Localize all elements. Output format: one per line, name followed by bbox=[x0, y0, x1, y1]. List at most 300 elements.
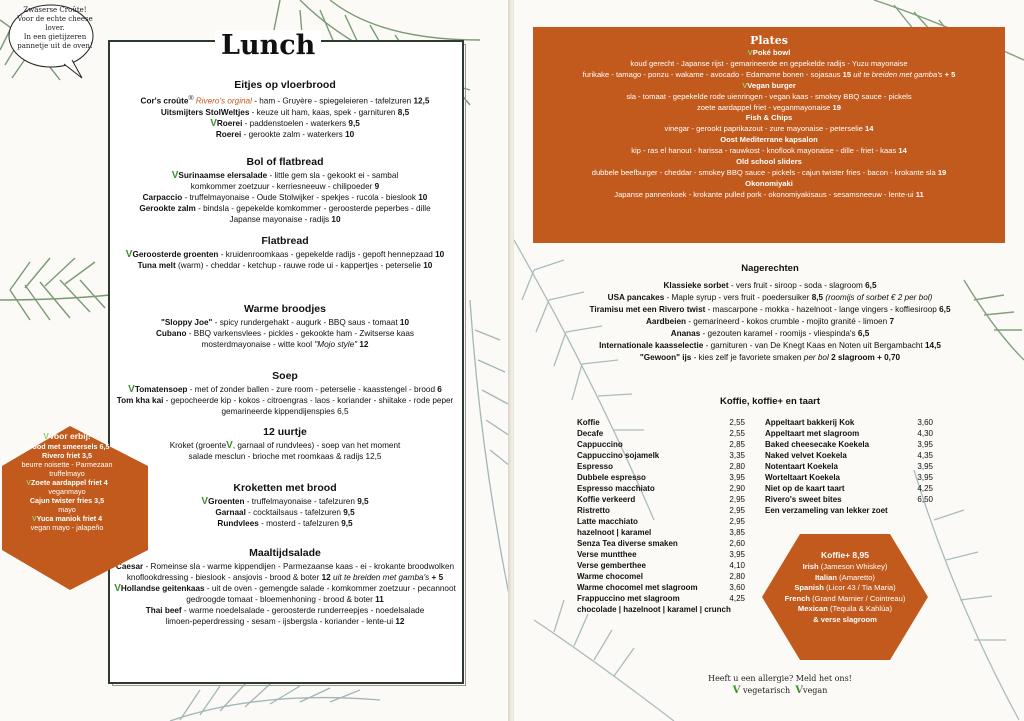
coffee-row bbox=[577, 483, 745, 494]
plate-name bbox=[533, 48, 1005, 59]
cake-price: 3,95 bbox=[917, 462, 933, 471]
dish-description: - paddenstoelen - waterkers bbox=[242, 118, 347, 128]
dish-price-extra: + 5 bbox=[431, 573, 444, 582]
dish-description: gemarineerde kippendijenspies bbox=[221, 407, 335, 416]
cake-name: Worteltaart Koekela bbox=[765, 473, 840, 482]
menu-line bbox=[110, 572, 460, 583]
cake-name: Appeltaart met slagroom bbox=[765, 429, 860, 438]
coffee-row bbox=[577, 472, 745, 483]
vegetarian-icon: V bbox=[732, 685, 741, 696]
section-kroketten bbox=[110, 481, 460, 529]
menu-line bbox=[110, 328, 460, 339]
dish-note: (roomijs of sorbet € 2 per bol) bbox=[825, 293, 933, 302]
plate-name-text: Oost Mediterrane kapsalon bbox=[720, 135, 818, 145]
dish-name: Rundvlees bbox=[217, 519, 259, 528]
dish-description: - gezouten karamel - roomijs - vliespinda's bbox=[700, 329, 856, 338]
dish-description: salade mesclun - brioche met roomkaas & radijs bbox=[188, 452, 364, 461]
coffee-price: 2,55 bbox=[729, 429, 745, 438]
coffee-price: 2,80 bbox=[729, 572, 745, 581]
dish-price: 10 bbox=[399, 318, 410, 327]
plate-description bbox=[533, 70, 1005, 81]
dish-name: "Sloppy Joe" bbox=[160, 318, 213, 327]
dish-price: 10 bbox=[418, 193, 428, 202]
dish-description: - uit de oven - gemengde salade - komkommer zoetzuur - pecannoot bbox=[204, 584, 456, 593]
dish-description: - BBQ varkensvlees - pickles - gekookte ham - Zwitserse kaas bbox=[186, 329, 414, 338]
drink-name: Spanish bbox=[794, 583, 824, 593]
side-price: 4 bbox=[103, 478, 108, 487]
dish-price: 6,5 bbox=[865, 281, 877, 290]
dish-name: Klassieke sorbet bbox=[663, 281, 729, 290]
section-heading: Nagerechten bbox=[741, 263, 799, 274]
menu-line bbox=[110, 339, 460, 350]
koffie-plus-line bbox=[775, 583, 915, 594]
dish-description: limoen-peperdressing - sesam - ijsbergsla - koriander - lente-ui bbox=[165, 617, 394, 626]
dish-description: - mosterd - tafelzuren bbox=[258, 519, 339, 528]
allergy-text: Heeft u een allergie? Meld het ons! bbox=[708, 674, 852, 683]
plate-description: sla - tomaat - gepekelde rode uienringen - vegan kaas - smokey BBQ sauce - pickels bbox=[626, 91, 912, 101]
erbij-line bbox=[14, 514, 120, 523]
menu-line bbox=[110, 507, 460, 518]
coffee-name: Dubbele espresso bbox=[577, 473, 646, 482]
dish-price: 9,5 bbox=[357, 497, 369, 506]
plate-description bbox=[533, 124, 1005, 135]
section-heading: Flatbread bbox=[261, 235, 309, 247]
dish-description: - warme noedelsalade - geroosterde runderreepjes - noedelsalade bbox=[181, 606, 425, 615]
menu-line bbox=[110, 118, 460, 129]
menu-line bbox=[110, 583, 460, 594]
section-maaltijdsalade bbox=[110, 546, 460, 627]
section-heading: Maaltijdsalade bbox=[249, 547, 321, 559]
erbij-line bbox=[14, 442, 120, 451]
coffee-price: 2,60 bbox=[729, 539, 745, 548]
cake-price: 3,95 bbox=[917, 440, 933, 449]
plate-description-text: zoete aardappel friet - veganmayonaise bbox=[697, 102, 831, 112]
koffie-plus-line bbox=[775, 573, 915, 584]
coffee-price: 2,55 bbox=[729, 418, 745, 427]
vegetarian-icon: V bbox=[114, 583, 121, 594]
registered-mark: ® bbox=[188, 95, 194, 102]
menu-line bbox=[110, 518, 460, 529]
dish-name: Ananas bbox=[670, 329, 701, 338]
dish-description: - bindsla - gepekelde komkommer - geroosterde peperbes - dille bbox=[195, 204, 431, 213]
erbij-line bbox=[14, 478, 120, 487]
plate-price: 14 bbox=[898, 146, 907, 156]
dish-description: (warm) - cheddar - ketchup - rauwe rode ui - kappertjes - peterselie bbox=[175, 261, 421, 270]
side-description: vegan mayo - jalapeño bbox=[30, 523, 104, 532]
cake-name: Niet op de kaart taart bbox=[765, 484, 845, 493]
coffee-price: 3,85 bbox=[729, 528, 745, 537]
side-name: Rivero friet bbox=[42, 451, 80, 460]
dish-price: 9,5 bbox=[343, 508, 355, 517]
menu-line bbox=[110, 181, 460, 192]
dish-name: "Gewoon" ijs bbox=[639, 353, 692, 362]
coffee-name: Cappuccino sojamelk bbox=[577, 451, 660, 460]
menu-line bbox=[110, 170, 460, 181]
cake-name: Baked cheesecake Koekela bbox=[765, 440, 870, 449]
cake-row bbox=[765, 483, 933, 494]
dish-name: USA pancakes bbox=[607, 293, 665, 302]
bubble-line: Zwaserse Croûte! bbox=[23, 6, 87, 14]
dish-price: 10 bbox=[423, 261, 433, 270]
coffee-row bbox=[577, 527, 745, 538]
coffee-row bbox=[577, 582, 745, 593]
section-heading: Soep bbox=[272, 370, 298, 382]
drink-description: (Tequila & Kahlúa) bbox=[827, 604, 893, 614]
koffie-plus-line bbox=[775, 615, 915, 626]
coffee-price: 3,95 bbox=[729, 550, 745, 559]
vegan-icon: V bbox=[742, 80, 748, 90]
coffee-name: Ristretto bbox=[577, 506, 610, 515]
menu-line bbox=[110, 406, 460, 417]
drink-description: (Jameson Whiskey) bbox=[818, 562, 888, 571]
drink-name: Italian bbox=[815, 572, 837, 582]
vegetarian-icon: V bbox=[210, 117, 217, 129]
dish-price: 12 bbox=[359, 340, 369, 349]
dish-price: 12 bbox=[321, 573, 331, 582]
section-heading: Koffie, koffie+ en taart bbox=[719, 396, 821, 407]
menu-line bbox=[110, 561, 460, 572]
plate-price: 15 bbox=[842, 69, 852, 79]
side-description: truffelmayo bbox=[49, 469, 85, 478]
dish-note: per bol bbox=[803, 353, 829, 362]
coffee-price: 4,25 bbox=[729, 594, 745, 603]
dish-name: Internationale kaasselectie bbox=[599, 341, 704, 350]
cake-price: 4,30 bbox=[917, 429, 933, 438]
dish-price: 10 bbox=[345, 129, 355, 139]
coffee-name: Verse muntthee bbox=[577, 550, 637, 559]
cake-price: 3,60 bbox=[917, 418, 933, 427]
legend-vegan: vegan bbox=[803, 686, 828, 695]
voor-erbij-text bbox=[14, 430, 120, 532]
cake-row bbox=[765, 439, 933, 450]
dish-description: - kruidenroomkaas - gepekelde radijs - gepoft hennepzaad bbox=[218, 250, 433, 259]
cake-row bbox=[765, 450, 933, 461]
plate-price-extra: + 5 bbox=[944, 69, 956, 79]
dish-description: mosterdmayonaise - witte kool bbox=[201, 340, 315, 349]
diet-legend bbox=[700, 685, 860, 697]
dish-description: knoflookdressing - bieslook - ansjovis - brood & boter bbox=[126, 573, 320, 582]
dish-description: Kroket (groente bbox=[169, 441, 227, 450]
cake-name: Notentaart Koekela bbox=[765, 462, 838, 471]
drink-description: (Licor 43 / Tia Maria) bbox=[823, 583, 896, 593]
side-name: Cajun twister fries bbox=[29, 496, 93, 505]
vegan-icon: V bbox=[171, 170, 179, 181]
dish-description: Japanse mayonaise - radijs bbox=[229, 215, 330, 224]
menu-line bbox=[560, 292, 980, 304]
coffee-name: hazelnoot | karamel bbox=[577, 528, 652, 537]
plate-price: 11 bbox=[915, 189, 924, 199]
coffee-price: 2,85 bbox=[729, 440, 745, 449]
menu-line bbox=[560, 316, 980, 328]
drink-description: & verse slagroom bbox=[813, 614, 877, 624]
coffee-price: 2,95 bbox=[729, 517, 745, 526]
coffee-name: Senza Tea diverse smaken bbox=[577, 539, 678, 548]
cake-row bbox=[765, 461, 933, 472]
cake-price: 4,35 bbox=[917, 451, 933, 460]
dish-price: 9,5 bbox=[341, 519, 353, 528]
plate-name-text: Okonomiyaki bbox=[745, 178, 793, 188]
plate-description-text: vinegar - gerookt paprikazout - zure mayonaise - peterselie bbox=[664, 124, 863, 134]
menu-line bbox=[560, 352, 980, 364]
cake-list bbox=[765, 417, 933, 516]
section-bol bbox=[110, 155, 460, 225]
coffee-name: Latte macchiato bbox=[577, 517, 638, 526]
coffee-name: Verse gemberthee bbox=[577, 561, 646, 570]
section-flatbread bbox=[110, 234, 460, 271]
coffee-name: Cappuccino bbox=[577, 440, 623, 449]
dish-description: , garnaal of rundvlees) - soep van het moment bbox=[232, 441, 401, 450]
dish-description: - spicy rundergehakt - augurk - BBQ saus - tomaat bbox=[212, 318, 398, 327]
bubble-line: Voor de echte cheese bbox=[17, 15, 93, 23]
dish-description: - little gem sla - gekookt ei - sambal bbox=[267, 171, 399, 180]
plate-name bbox=[533, 113, 1005, 124]
dish-description: gedroogde tomaat - bloemenhoning - brood & boter bbox=[186, 595, 373, 604]
plate-description bbox=[533, 146, 1005, 157]
vegetarian-icon: V bbox=[128, 384, 135, 395]
coffee-name: chocolade | hazelnoot | karamel | crunch bbox=[577, 605, 731, 614]
coffee-name: Warme chocomel bbox=[577, 572, 643, 581]
menu-line bbox=[110, 129, 460, 140]
coffee-name: Decafe bbox=[577, 429, 604, 438]
dish-price: 2 bbox=[831, 353, 836, 362]
koffie-plus-text bbox=[775, 549, 915, 626]
cake-name: Een verzameling van lekker zoet bbox=[765, 506, 888, 515]
dish-description: - truffelmayonaise - tafelzuren bbox=[244, 497, 355, 506]
bubble-line: pannetje uit de oven! bbox=[17, 42, 93, 50]
vegan-icon: V bbox=[795, 685, 804, 696]
coffee-row bbox=[577, 604, 745, 615]
dish-description: - Maple syrup - vers fruit - poedersuiker bbox=[664, 293, 810, 302]
side-price: 6,5 bbox=[99, 442, 110, 451]
dish-name: Groenten bbox=[208, 497, 245, 506]
dish-price: 6,5 bbox=[337, 407, 349, 416]
dish-price: 12,5 bbox=[365, 452, 382, 461]
dish-description: - truffelmayonaise - Oude Stolwijker - spekjes - rucola - bieslook bbox=[182, 193, 416, 202]
dish-name: Geroosterde groenten bbox=[132, 250, 219, 259]
coffee-name: Espresso bbox=[577, 462, 614, 471]
cake-row bbox=[765, 494, 933, 505]
cake-name: Naked velvet Koekela bbox=[765, 451, 847, 460]
coffee-price: 3,60 bbox=[729, 583, 745, 592]
drink-name: Mexican bbox=[797, 604, 828, 614]
bubble-line: In een gietijzeren bbox=[23, 33, 87, 41]
section-heading: Kroketten met brood bbox=[233, 482, 337, 494]
drink-name: Irish bbox=[802, 562, 819, 571]
menu-line bbox=[110, 605, 460, 616]
dish-price: 12 bbox=[395, 617, 405, 626]
koffie-plus-line bbox=[775, 604, 915, 615]
coffee-row bbox=[577, 461, 745, 472]
legend-vegetarian: vegetarisch bbox=[742, 686, 791, 695]
plate-description bbox=[533, 190, 1005, 201]
erbij-line bbox=[14, 496, 120, 505]
coffee-row bbox=[577, 560, 745, 571]
menu-line bbox=[110, 214, 460, 225]
drink-description: (Grand Marnier / Cointreau) bbox=[809, 593, 906, 603]
dish-price: 8,5 bbox=[397, 107, 410, 117]
menu-line bbox=[560, 304, 980, 316]
vegetarian-icon: V bbox=[201, 496, 209, 507]
coffee-price: 2,80 bbox=[729, 462, 745, 471]
dish-name: Tom kha kai bbox=[116, 396, 164, 405]
dish-description: - Romeinse sla - warme kippendijen - Parmezaanse kaas - ei - krokante broodwolken bbox=[143, 562, 455, 571]
lunch-title: Lunch bbox=[215, 30, 321, 61]
voor-erbij-title bbox=[14, 430, 120, 442]
dish-name: Caesar bbox=[115, 562, 144, 571]
dish-name: Surinaamse elersalade bbox=[178, 171, 268, 180]
section-warme-broodjes bbox=[110, 302, 460, 350]
menu-line bbox=[560, 340, 980, 352]
dish-note: "Mojo style" bbox=[314, 340, 358, 349]
plate-description-text: kip - ras el hanout - harissa - rauwkost - knoflook mayonaise - dille - friet - kaas bbox=[631, 146, 897, 156]
section-heading: 12 uurtje bbox=[263, 426, 307, 438]
dish-price: 12,5 bbox=[413, 96, 430, 106]
coffee-row bbox=[577, 571, 745, 582]
speech-bubble bbox=[4, 0, 96, 80]
side-name: Brood met smeersels bbox=[24, 442, 98, 451]
vegan-icon: V bbox=[26, 478, 32, 487]
dish-name: Carpaccio bbox=[142, 193, 183, 202]
menu-line bbox=[110, 451, 460, 462]
dish-price: 8,5 bbox=[811, 293, 824, 302]
dish-name: Uitsmijters StolWeltjes bbox=[160, 107, 250, 117]
coffee-list bbox=[577, 417, 745, 615]
koffie-plus-title: Koffie+ 8,95 bbox=[821, 550, 869, 560]
plate-name-text: Vegan burger bbox=[747, 80, 796, 90]
plate-name bbox=[533, 179, 1005, 190]
dish-name: Aardbeien bbox=[645, 317, 687, 326]
cake-price: 6,50 bbox=[917, 495, 933, 504]
plate-note: uit te breiden met gamba's bbox=[853, 69, 943, 79]
menu-line bbox=[110, 317, 460, 328]
coffee-price: 2,90 bbox=[729, 484, 745, 493]
erbij-line bbox=[14, 451, 120, 460]
coffee-row bbox=[577, 439, 745, 450]
dish-description: - ham - Gruyère - spiegeleieren - tafelzuren bbox=[251, 96, 412, 106]
section-eitjes bbox=[110, 78, 460, 140]
dish-description: - gemarineerd - kokos crumble - mojito granité - limoen bbox=[686, 317, 888, 326]
coffee-row bbox=[577, 593, 745, 604]
plate-price: 19 bbox=[937, 167, 947, 177]
coffee-name: Warme chocomel met slagroom bbox=[577, 583, 698, 592]
menu-line bbox=[110, 203, 460, 214]
menu-line bbox=[110, 93, 460, 107]
cake-row bbox=[765, 505, 933, 516]
dish-description: - gepocheerde kip - kokos - citroengras - laos - koriander - shiitake - rode peper bbox=[163, 396, 454, 405]
coffee-row bbox=[577, 516, 745, 527]
dish-name: Tiramisu met een Rivero twist bbox=[589, 305, 706, 314]
dish-price-extra: slagroom + 0,70 bbox=[837, 353, 901, 362]
koffie-plus-line bbox=[775, 594, 915, 605]
dish-description: komkommer zoetzuur - kerriesneeuw - chilipoeder bbox=[190, 182, 373, 191]
plate-description-text: dubbele beefburger - cheddar - smokey BBQ sauce - pickels - cajun twister fries - bacon - krokante sla bbox=[591, 167, 936, 177]
dish-note: Rivero's orginal bbox=[195, 96, 252, 106]
section-koffie-heading bbox=[560, 395, 980, 413]
side-price: 3,5 bbox=[94, 496, 105, 505]
plate-description bbox=[533, 103, 1005, 114]
dish-name: Hollandse geitenkaas bbox=[120, 584, 205, 593]
menu-line bbox=[110, 192, 460, 203]
plate-description-text: furikake - tamago - ponzu - wakame - avocado - Edamame bonen - sojasaus bbox=[582, 69, 841, 79]
vegan-icon: V bbox=[125, 249, 133, 260]
dish-price: 9,5 bbox=[348, 118, 360, 128]
koffie-plus-line bbox=[775, 562, 915, 573]
voor-erbij-title-text: Voor erbij! bbox=[48, 431, 91, 441]
coffee-row bbox=[577, 450, 745, 461]
section-12-uurtje bbox=[110, 425, 460, 462]
side-description: mayo bbox=[58, 505, 76, 514]
allergy-note bbox=[700, 673, 860, 697]
dish-description: - vers fruit - siroop - soda - slagroom bbox=[728, 281, 863, 290]
coffee-name: Koffie bbox=[577, 418, 600, 427]
dish-price: 6,5 bbox=[939, 305, 951, 314]
menu-line bbox=[110, 384, 460, 395]
dish-price: 11 bbox=[375, 595, 384, 604]
menu-line bbox=[560, 280, 980, 292]
side-description: veganmayo bbox=[48, 487, 86, 496]
plate-price: 19 bbox=[832, 102, 841, 112]
dish-price: 10 bbox=[331, 215, 341, 224]
cake-price: 3,95 bbox=[917, 473, 933, 482]
menu-line bbox=[110, 616, 460, 627]
coffee-name: Koffie verkeerd bbox=[577, 495, 636, 504]
dish-description: - met of zonder ballen - zure room - peterselie - kaasstengel - brood bbox=[187, 385, 435, 394]
plate-description-text: Japanse pannenkoek - krokante pulled pork - okonomiyakisaus - sesamsneeuw - lente-ui bbox=[614, 189, 914, 199]
dish-name: Cor's croûte bbox=[140, 96, 189, 106]
drink-description: (Amaretto) bbox=[836, 572, 875, 582]
plates-box bbox=[533, 27, 1005, 243]
menu-line bbox=[110, 594, 460, 605]
coffee-row bbox=[577, 505, 745, 516]
drink-name: French bbox=[784, 593, 810, 603]
menu-line bbox=[110, 249, 460, 260]
dish-description: - cocktailsaus - tafelzuren bbox=[245, 508, 341, 517]
dish-description: - garnituren - van De Knegt Kaas en Noten uit Bergambacht bbox=[703, 341, 923, 350]
dish-description: - mascarpone - mokka - hazelnoot - lange vingers - koffiesiroop bbox=[705, 305, 937, 314]
coffee-row bbox=[577, 428, 745, 439]
dish-description: - keuze uit ham, kaas, spek - garnituren bbox=[249, 107, 396, 117]
menu-line bbox=[110, 260, 460, 271]
dish-price: 7 bbox=[889, 317, 894, 326]
coffee-name: Frappuccino met slagroom bbox=[577, 594, 680, 603]
cake-price: 4,25 bbox=[917, 484, 933, 493]
section-heading: Eitjes op vloerbrood bbox=[234, 79, 336, 91]
menu-line bbox=[110, 440, 460, 451]
plates-title: Plates bbox=[750, 34, 788, 47]
side-name: Zoete aardappel friet bbox=[31, 478, 102, 487]
plate-name-text: Old school sliders bbox=[736, 157, 802, 167]
vegetarian-icon: V bbox=[226, 440, 233, 451]
menu-line bbox=[110, 107, 460, 118]
menu-line bbox=[560, 328, 980, 340]
dish-description: - gerookte zalm - waterkers bbox=[241, 129, 343, 139]
dish-price: 10 bbox=[435, 250, 445, 259]
dish-name: Tuna melt bbox=[137, 261, 176, 270]
vegetarian-icon: V bbox=[747, 48, 753, 57]
speech-bubble-text bbox=[14, 6, 96, 51]
side-price: 4 bbox=[98, 514, 103, 523]
coffee-row bbox=[577, 417, 745, 428]
coffee-row bbox=[577, 494, 745, 505]
plate-price: 14 bbox=[865, 124, 874, 134]
dish-name: Garnaal bbox=[215, 508, 246, 517]
dish-name: Thai beef bbox=[145, 606, 182, 615]
cake-row bbox=[765, 472, 933, 483]
left-page bbox=[0, 0, 510, 721]
side-description: beurre noisette - Parmezaan bbox=[21, 460, 113, 469]
plate-name bbox=[533, 157, 1005, 168]
vegan-icon: V bbox=[31, 514, 37, 523]
